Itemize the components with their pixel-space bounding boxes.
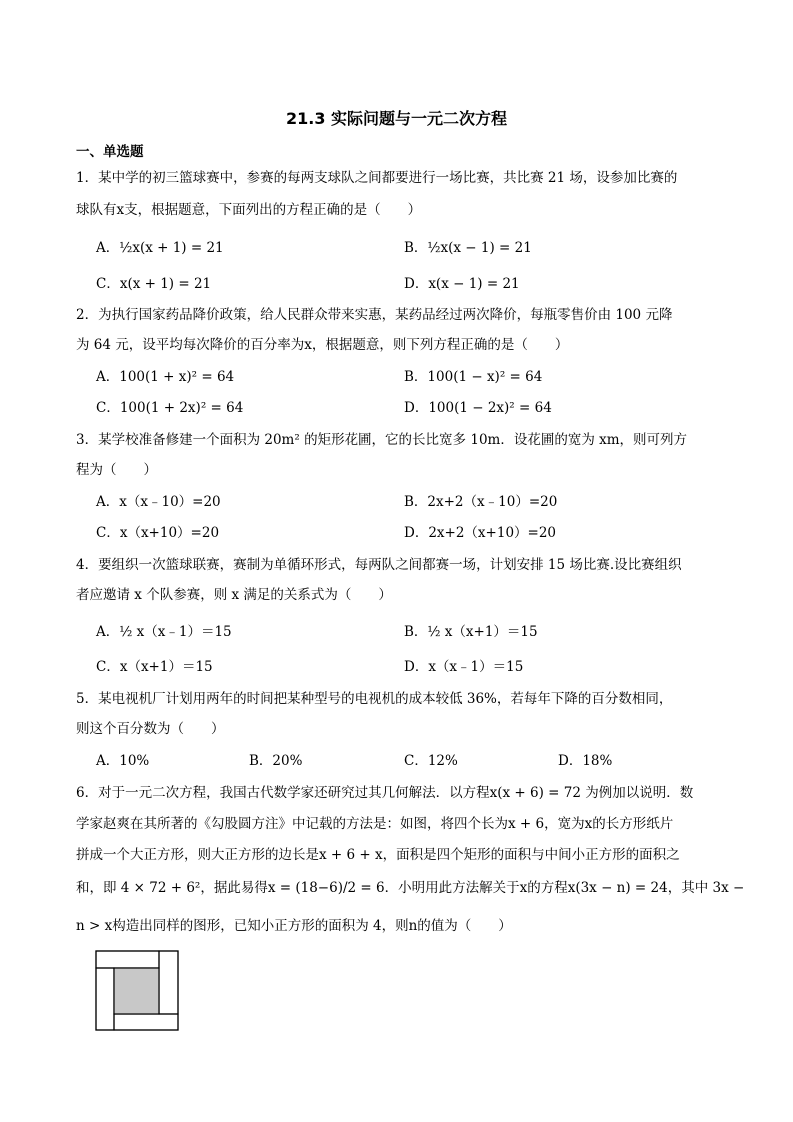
q3-option-b[interactable]: B．2x+2（x﹣10）=20	[404, 494, 558, 510]
q6-line3: 拼成一个大正方形，则大正方形的边长是x + 6 + x，面积是四个矩形的面积与中间小正方形的面积之	[76, 847, 680, 863]
q5-option-b[interactable]: B．20%	[249, 753, 303, 769]
q1-option-b[interactable]: B．½x(x − 1) = 21	[404, 240, 532, 256]
page-title: 21.3 实际问题与一元二次方程	[285, 109, 508, 128]
q6-line4: 和，即 4 × 72 + 6²，据此易得x = (18−6)/2 = 6．小明用此方法解关于x的方程x(3x − n) = 24，其中 3x −	[76, 880, 745, 896]
q3-option-a[interactable]: A．x（x﹣10）=20	[96, 494, 221, 510]
q2-option-b[interactable]: B．100(1 − x)² = 64	[404, 369, 543, 385]
q3-option-d[interactable]: D．2x+2（x+10）=20	[404, 525, 557, 541]
q1-line1: 1．某中学的初三篮球赛中，参赛的每两支球队之间都要进行一场比赛，共比赛 21 场，设参加比赛的	[76, 170, 678, 186]
q2-option-d[interactable]: D．100(1 − 2x)² = 64	[404, 400, 552, 416]
q6-line5: n > x构造出同样的图形，已知小正方形的面积为 4，则n的值为（ ）	[76, 918, 512, 934]
q4-option-b[interactable]: B．½ x（x+1）＝15	[404, 624, 538, 640]
zhao-shuang-square-figure	[95, 950, 181, 1032]
q4-line2: 者应邀请 x 个队参赛，则 x 满足的关系式为（ ）	[76, 587, 392, 603]
q6-line1: 6．对于一元二次方程，我国古代数学家还研究过其几何解法．以方程x(x + 6) = 72 为例加以说明．数	[76, 785, 694, 801]
q4-option-d[interactable]: D．x（x﹣1）＝15	[404, 659, 524, 675]
q6-line2: 学家赵爽在其所著的《勾股圆方注》中记载的方法是：如图，将四个长为x + 6，宽为x的长方形纸片	[76, 816, 674, 832]
q5-option-c[interactable]: C．12%	[404, 753, 458, 769]
q5-option-a[interactable]: A．10%	[96, 753, 150, 769]
q5-line2: 则这个百分数为（ ）	[76, 721, 225, 737]
section-heading: 一、单选题	[76, 144, 144, 160]
q5-option-d[interactable]: D．18%	[558, 753, 613, 769]
inner-small-square	[114, 968, 159, 1014]
q3-option-c[interactable]: C．x（x+10）=20	[96, 525, 220, 541]
q3-line2: 程为（ ）	[76, 462, 157, 478]
q4-option-c[interactable]: C．x（x+1）＝15	[96, 659, 213, 675]
q4-line1: 4．要组织一次篮球联赛，赛制为单循环形式，每两队之间都赛一场，计划安排 15 场比赛.设比赛组织	[76, 557, 682, 573]
q2-line1: 2．为执行国家药品降价政策，给人民群众带来实惠，某药品经过两次降价，每瓶零售价由 100 元降	[76, 307, 673, 323]
q2-line2: 为 64 元，设平均每次降价的百分率为x，根据题意，则下列方程正确的是（ ）	[76, 337, 569, 353]
q1-option-d[interactable]: D．x(x − 1) = 21	[404, 276, 520, 292]
q4-option-a[interactable]: A．½ x（x﹣1）＝15	[96, 624, 232, 640]
q3-line1: 3．某学校准备修建一个面积为 20m² 的矩形花圃，它的长比宽多 10m．设花圃的宽为 xm，则可列方	[76, 432, 688, 448]
q1-option-a[interactable]: A．½x(x + 1) = 21	[96, 240, 224, 256]
q1-option-c[interactable]: C．x(x + 1) = 21	[96, 276, 212, 292]
q1-line2: 球队有x支，根据题意，下面列出的方程正确的是（ ）	[76, 202, 422, 218]
q5-line1: 5．某电视机厂计划用两年的时间把某种型号的电视机的成本较低 36%，若每年下降的百分数相同，	[76, 691, 673, 707]
q2-option-c[interactable]: C．100(1 + 2x)² = 64	[96, 400, 244, 416]
q2-option-a[interactable]: A．100(1 + x)² = 64	[96, 369, 235, 385]
